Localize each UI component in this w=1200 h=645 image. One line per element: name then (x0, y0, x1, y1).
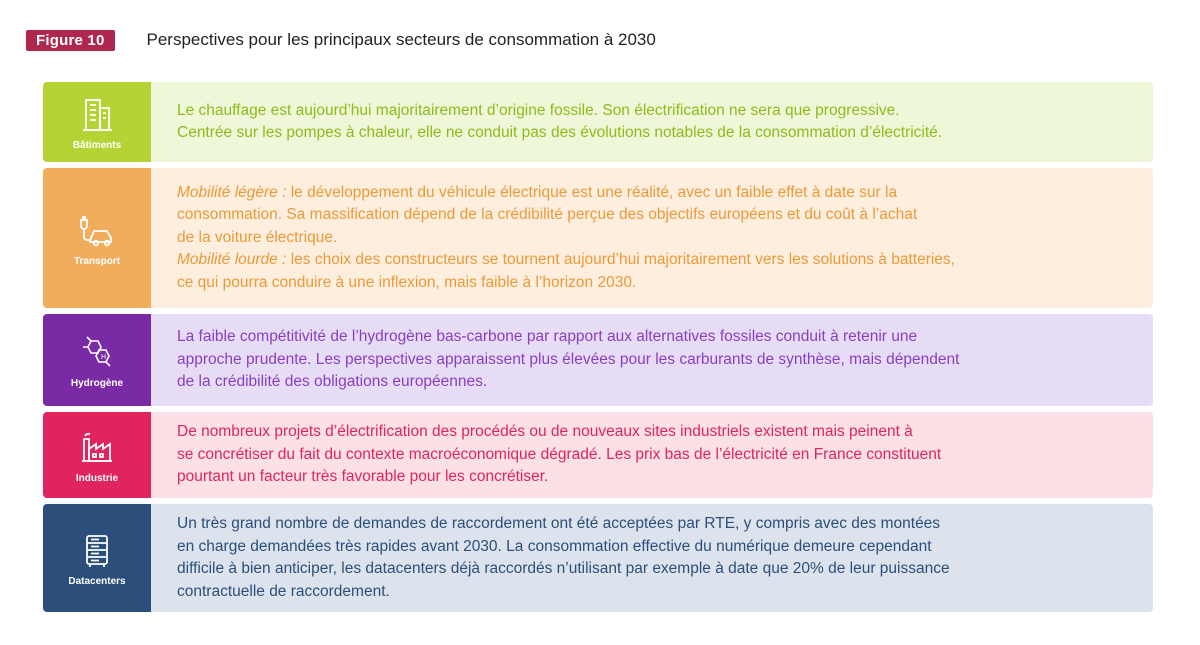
figure-badge: Figure 10 (26, 30, 115, 51)
hydrogen-molecule-icon (77, 332, 117, 372)
sector-label-datacenters: Datacenters (68, 575, 126, 587)
sector-table (43, 82, 1153, 618)
building-icon (77, 94, 117, 134)
text-line: De nombreux projets d’électrification des procédés ou de nouveaux sites industriels existent mais peinent à (177, 423, 913, 441)
text-line (177, 182, 1139, 205)
text-line: se concrétiser du fait du contexte macroéconomique dégradé. Les prix bas de l’électricité en France constituent (177, 445, 942, 463)
sector-row-hydrogene (43, 314, 1153, 406)
sector-label-industrie: Industrie (75, 472, 119, 484)
sector-icon-cell-batiments (43, 82, 151, 162)
sector-icon-cell-datacenters (43, 504, 151, 612)
text-span: le développement du véhicule électrique est une réalité, avec un faible effet à date sur la (286, 183, 898, 201)
text-line: pourtant un facteur très favorable pour les concrétiser. (177, 468, 549, 486)
sector-label-batiments: Bâtiments (72, 139, 122, 151)
sector-row-datacenters (43, 504, 1153, 612)
text-line: Le chauffage est aujourd’hui majoritairement d’origine fossile. Son électrification ne sera que progressive. (177, 101, 900, 119)
text-line: ce qui pourra conduire à une inflexion, mais faible à l’horizon 2030. (177, 273, 637, 291)
sector-text-industrie (151, 412, 1153, 498)
electric-car-icon (77, 210, 117, 250)
sector-icon-cell-industrie (43, 412, 151, 498)
svg-text:H: H (101, 353, 107, 361)
text-line (177, 249, 1139, 272)
sector-text-batiments (151, 82, 1153, 162)
text-line: La faible compétitivité de l’hydrogène bas-carbone par rapport aux alternatives fossiles conduit à retenir une (177, 328, 918, 346)
text-line: de la voiture électrique. (177, 228, 338, 246)
sector-row-industrie (43, 412, 1153, 498)
figure-title: Perspectives pour les principaux secteurs de consommation à 2030 (146, 30, 656, 49)
figure-header (26, 26, 656, 54)
sector-icon-cell-hydrogene (43, 314, 151, 406)
light-mobility-label: Mobilité légère : (177, 183, 287, 201)
text-line: de la crédibilité des obligations européennes. (177, 373, 488, 391)
sector-text-hydrogene (151, 314, 1153, 406)
sector-row-batiments (43, 82, 1153, 162)
sector-text-datacenters (151, 504, 1153, 612)
text-line: difficile à bien anticiper, les datacenters déjà raccordés n’utilisant par exemple à date que 20% de leur puissance (177, 560, 950, 577)
sector-row-transport (43, 168, 1153, 308)
sector-icon-cell-transport (43, 168, 151, 308)
text-line: approche prudente. Les perspectives apparaissent plus élevées pour les carburants de synthèse, mais dépendent (177, 350, 960, 368)
text-line: Centrée sur les pompes à chaleur, elle ne conduit pas des évolutions notables de la consommation d’électricité. (177, 124, 943, 141)
sector-label-transport: Transport (73, 255, 121, 267)
text-line: Un très grand nombre de demandes de raccordement ont été acceptées par RTE, y compris avec des montées (177, 515, 941, 532)
text-line: contractuelle de raccordement. (177, 582, 390, 600)
text-line: en charge demandées très rapides avant 2030. La consommation effective du numérique demeure cependant (177, 537, 932, 555)
heavy-mobility-label: Mobilité lourde : (177, 251, 287, 269)
factory-icon (77, 427, 117, 467)
server-rack-icon (77, 530, 117, 570)
sector-label-hydrogene: Hydrogène (70, 377, 124, 389)
sector-text-transport (151, 168, 1153, 308)
text-span: les choix des constructeurs se tournent aujourd’hui majoritairement vers les solutions à batteries, (286, 251, 955, 269)
text-line: consommation. Sa massification dépend de la crédibilité perçue des objectifs européens et du coût à l’achat (177, 206, 918, 224)
